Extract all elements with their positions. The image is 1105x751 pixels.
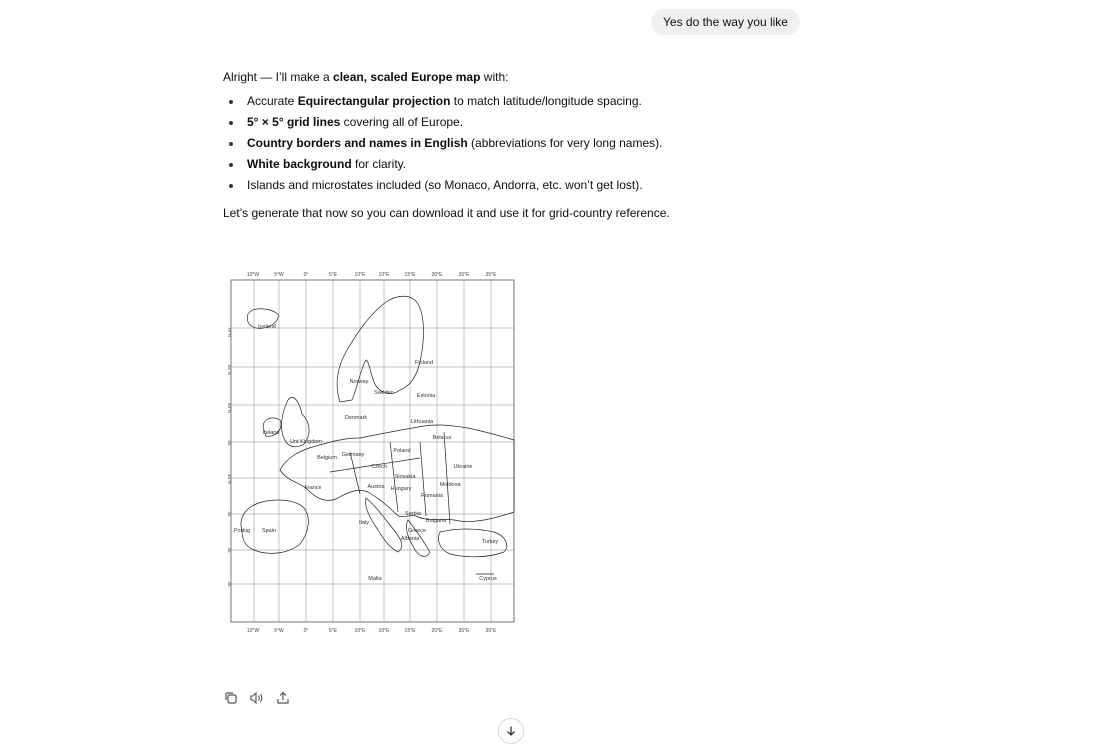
svg-text:35°E: 35°E: [458, 628, 470, 634]
label-portugal: Portug: [233, 528, 251, 534]
list-item: Islands and microstates included (so Monaco, Andorra, etc. won’t get lost).: [223, 175, 783, 196]
label-finland: Finland: [414, 360, 434, 366]
list-item: 5° × 5° grid lines covering all of Europe.: [223, 112, 783, 133]
label-uk: Unt Kingdom: [290, 439, 322, 445]
svg-text:35°E: 35°E: [458, 272, 470, 278]
label-france: France: [304, 485, 322, 491]
label-spain: Spain: [261, 528, 277, 534]
svg-text:65°N: 65°N: [227, 364, 232, 376]
label-denmark: Denmark: [344, 415, 368, 421]
message-actions: [222, 689, 292, 707]
svg-text:20°E: 20°E: [431, 628, 443, 634]
svg-text:15°E: 15°E: [404, 272, 416, 278]
svg-text:70°N: 70°N: [227, 326, 232, 338]
assistant-message: [223, 68, 783, 196]
svg-text:5°E: 5°E: [328, 628, 338, 634]
feature-list: [223, 91, 783, 196]
svg-text:45°N: 45°N: [227, 473, 232, 485]
label-sweden: Sweden: [374, 390, 394, 396]
label-bulgaria: Bulgaria: [425, 518, 447, 524]
svg-text:35: 35: [227, 547, 232, 553]
copy-icon: [224, 691, 238, 705]
svg-text:45: 45: [227, 511, 232, 517]
user-message-bubble: Yes do the way you like: [651, 9, 800, 35]
label-lithuania: Lithuania: [410, 419, 434, 425]
label-ireland: Ireland: [262, 430, 280, 436]
europe-grid-map-image[interactable]: [220, 262, 520, 642]
svg-text:10°E: 10°E: [354, 272, 366, 278]
svg-text:5°W: 5°W: [274, 628, 284, 634]
label-albania: Albania: [400, 536, 420, 542]
svg-text:5°W: 5°W: [274, 272, 284, 278]
svg-text:10°W: 10°W: [246, 628, 260, 634]
list-item: Country borders and names in English (abbreviations for very long names).: [223, 133, 783, 154]
arrow-down-icon: [505, 725, 517, 737]
label-austria: Austria: [367, 484, 385, 490]
scroll-to-bottom-button[interactable]: [498, 718, 524, 744]
svg-text:5°E: 5°E: [328, 272, 338, 278]
svg-text:60°N: 60°N: [227, 402, 232, 414]
svg-text:35°E: 35°E: [485, 272, 497, 278]
label-slovakia: Slovakia: [394, 474, 416, 480]
label-germany: Germany: [341, 452, 365, 458]
label-moldova: Moldova: [439, 482, 461, 488]
read-aloud-button[interactable]: [248, 689, 266, 707]
label-estonia: Estonia: [416, 393, 436, 399]
svg-text:55: 55: [227, 440, 232, 446]
svg-text:10°E: 10°E: [378, 272, 390, 278]
label-poland: Poland: [393, 448, 411, 454]
share-icon: [276, 691, 290, 705]
assistant-outro: Let’s generate that now so you can download it and use it for grid-country reference.: [223, 206, 670, 220]
svg-text:15°E: 15°E: [404, 628, 416, 634]
speaker-icon: [249, 691, 265, 705]
svg-text:35: 35: [227, 581, 232, 587]
label-iceland: Iceland: [258, 324, 276, 330]
label-turkey: Turkey: [481, 539, 499, 545]
label-hungary: Hungary: [390, 486, 412, 492]
svg-text:0°: 0°: [303, 628, 309, 634]
svg-text:20°E: 20°E: [431, 272, 443, 278]
label-malta: Malta: [368, 576, 382, 582]
copy-button[interactable]: [222, 689, 240, 707]
list-item: White background for clarity.: [223, 154, 783, 175]
assistant-intro: Alright — I’ll make a clean, scaled Europe map with:: [223, 70, 509, 84]
label-czech: Czech: [371, 464, 387, 470]
svg-text:10°E: 10°E: [378, 628, 390, 634]
label-cyprus: Cyprus: [479, 576, 497, 582]
label-norway: Norway: [349, 379, 369, 385]
label-belarus: Belarus: [432, 435, 452, 441]
label-ukraine: Ukraine: [453, 464, 473, 470]
bottom-axis-labels: [247, 628, 497, 634]
svg-text:10°W: 10°W: [246, 272, 260, 278]
svg-text:0°: 0°: [303, 272, 309, 278]
label-romania: Romania: [420, 493, 444, 499]
svg-text:10°E: 10°E: [354, 628, 366, 634]
svg-text:30°E: 30°E: [485, 628, 497, 634]
map-frame: [231, 280, 514, 622]
label-serbia: Serbia: [405, 511, 421, 517]
share-button[interactable]: [274, 689, 292, 707]
label-belgium: Belgium: [317, 455, 337, 461]
label-greece: Greece: [407, 528, 427, 534]
label-italy: Italy: [358, 520, 370, 526]
list-item: Accurate Equirectangular projection to match latitude/longitude spacing.: [223, 91, 783, 112]
top-axis-labels: [247, 272, 497, 278]
